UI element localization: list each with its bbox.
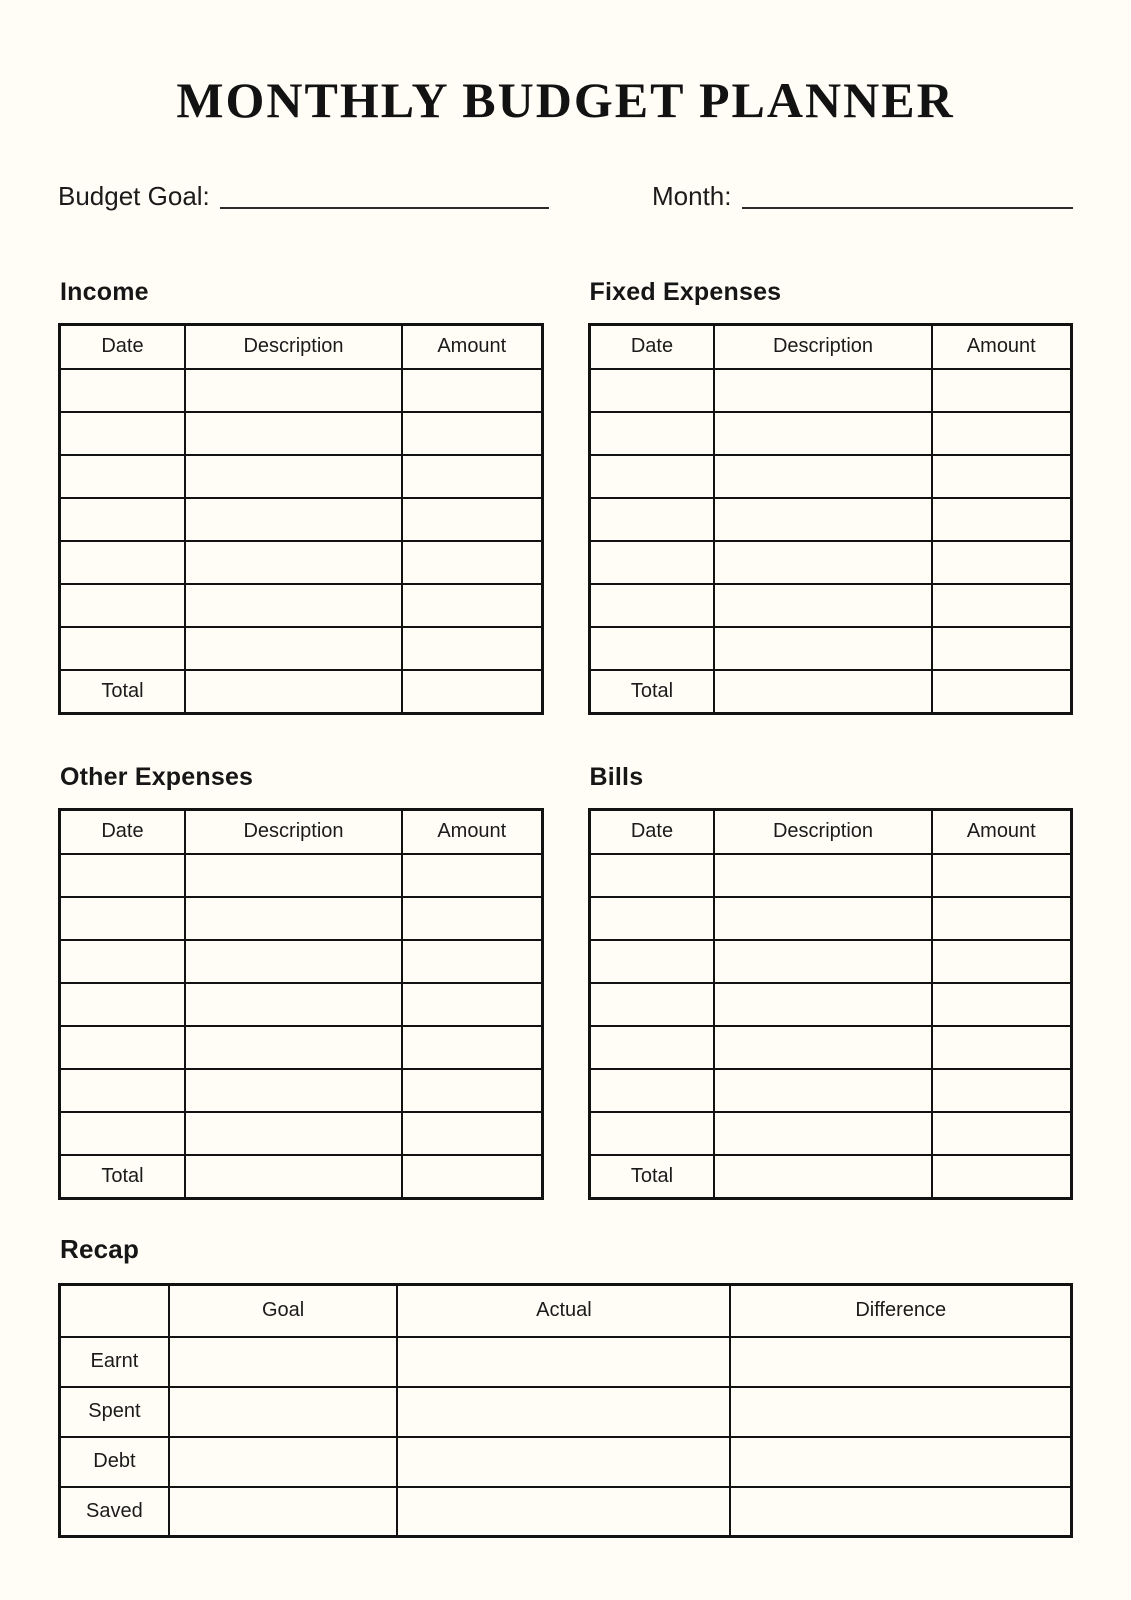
total-amount-cell xyxy=(402,670,542,714)
date-cell xyxy=(589,1112,714,1155)
amount-cell xyxy=(932,1069,1072,1112)
table-row xyxy=(60,1069,543,1112)
total-row xyxy=(60,670,543,714)
date-column-header: Date xyxy=(60,810,185,854)
month-field xyxy=(652,180,1073,213)
table-header-row xyxy=(589,325,1072,369)
amount-cell xyxy=(402,541,542,584)
date-cell xyxy=(589,940,714,983)
table-row xyxy=(589,940,1072,983)
description-column-header: Description xyxy=(185,810,402,854)
table-row xyxy=(589,854,1072,897)
amount-cell xyxy=(402,1026,542,1069)
total-description-cell xyxy=(185,670,402,714)
description-cell xyxy=(714,455,931,498)
amount-cell xyxy=(932,940,1072,983)
description-cell xyxy=(714,541,931,584)
amount-cell xyxy=(402,627,542,670)
table-row xyxy=(60,1026,543,1069)
amount-cell xyxy=(932,584,1072,627)
table-header-row xyxy=(60,810,543,854)
description-column-header: Description xyxy=(714,810,931,854)
recap-header-row xyxy=(60,1285,1072,1337)
description-cell xyxy=(185,1112,402,1155)
amount-cell xyxy=(932,369,1072,412)
date-cell xyxy=(589,541,714,584)
date-cell xyxy=(589,854,714,897)
table-row xyxy=(60,897,543,940)
date-cell xyxy=(60,455,185,498)
date-cell xyxy=(60,498,185,541)
recap-row xyxy=(60,1337,1072,1387)
description-cell xyxy=(714,369,931,412)
date-cell xyxy=(60,627,185,670)
recap-row xyxy=(60,1437,1072,1487)
income-heading: Income xyxy=(60,278,149,306)
tables-grid xyxy=(58,278,1073,1200)
table-row xyxy=(60,455,543,498)
amount-cell xyxy=(932,983,1072,1026)
total-label: Total xyxy=(60,670,185,714)
table-row xyxy=(60,498,543,541)
amount-cell xyxy=(932,1112,1072,1155)
description-cell xyxy=(185,498,402,541)
bills-section xyxy=(588,763,1074,1200)
amount-cell xyxy=(402,455,542,498)
date-cell xyxy=(60,1026,185,1069)
date-cell xyxy=(589,1069,714,1112)
total-row xyxy=(589,1155,1072,1199)
actual-cell xyxy=(397,1337,730,1387)
amount-cell xyxy=(932,455,1072,498)
recap-row xyxy=(60,1487,1072,1537)
date-cell xyxy=(60,541,185,584)
amount-cell xyxy=(402,897,542,940)
description-cell xyxy=(185,1069,402,1112)
table-row xyxy=(589,1026,1072,1069)
description-cell xyxy=(714,1026,931,1069)
table-row xyxy=(60,940,543,983)
description-cell xyxy=(185,1026,402,1069)
description-cell xyxy=(185,541,402,584)
recap-heading: Recap xyxy=(60,1234,140,1264)
total-label: Total xyxy=(589,1155,714,1199)
date-cell xyxy=(60,1112,185,1155)
recap-empty-header xyxy=(60,1285,169,1337)
amount-column-header: Amount xyxy=(402,325,542,369)
amount-column-header: Amount xyxy=(932,325,1072,369)
description-cell xyxy=(185,455,402,498)
goal-column-header: Goal xyxy=(169,1285,398,1337)
bills-table xyxy=(588,808,1074,1200)
table-row xyxy=(60,584,543,627)
table-row xyxy=(60,983,543,1026)
difference-column-header: Difference xyxy=(730,1285,1071,1337)
table-row xyxy=(60,627,543,670)
amount-cell xyxy=(402,498,542,541)
amount-column-header: Amount xyxy=(932,810,1072,854)
actual-column-header: Actual xyxy=(397,1285,730,1337)
total-label: Total xyxy=(60,1155,185,1199)
fixed-expenses-heading: Fixed Expenses xyxy=(589,278,782,306)
description-cell xyxy=(714,584,931,627)
description-cell xyxy=(714,412,931,455)
spent-row-label: Spent xyxy=(60,1387,169,1437)
total-description-cell xyxy=(714,670,931,714)
table-row xyxy=(589,541,1072,584)
actual-cell xyxy=(397,1487,730,1537)
date-cell xyxy=(589,627,714,670)
table-row xyxy=(589,1069,1072,1112)
total-amount-cell xyxy=(932,670,1072,714)
goal-cell xyxy=(169,1487,398,1537)
income-section xyxy=(58,278,544,715)
date-cell xyxy=(589,584,714,627)
recap-table xyxy=(58,1283,1073,1538)
difference-cell xyxy=(730,1337,1071,1387)
recap-section xyxy=(58,1234,1073,1538)
table-row xyxy=(589,897,1072,940)
amount-column-header: Amount xyxy=(402,810,542,854)
table-row xyxy=(589,369,1072,412)
description-column-header: Description xyxy=(185,325,402,369)
description-cell xyxy=(185,584,402,627)
description-cell xyxy=(185,412,402,455)
actual-cell xyxy=(397,1437,730,1487)
description-cell xyxy=(714,897,931,940)
date-cell xyxy=(60,369,185,412)
table-row xyxy=(60,412,543,455)
header-fields xyxy=(58,180,1073,213)
total-amount-cell xyxy=(402,1155,542,1199)
description-column-header: Description xyxy=(714,325,931,369)
amount-cell xyxy=(932,854,1072,897)
date-cell xyxy=(589,412,714,455)
amount-cell xyxy=(402,983,542,1026)
difference-cell xyxy=(730,1487,1071,1537)
table-row xyxy=(589,983,1072,1026)
goal-cell xyxy=(169,1337,398,1387)
date-cell xyxy=(60,940,185,983)
table-row xyxy=(60,854,543,897)
date-cell xyxy=(589,897,714,940)
total-row xyxy=(60,1155,543,1199)
description-cell xyxy=(185,369,402,412)
date-cell xyxy=(60,584,185,627)
goal-cell xyxy=(169,1387,398,1437)
date-cell xyxy=(589,369,714,412)
amount-cell xyxy=(402,1112,542,1155)
difference-cell xyxy=(730,1437,1071,1487)
amount-cell xyxy=(932,498,1072,541)
amount-cell xyxy=(932,627,1072,670)
date-cell xyxy=(60,854,185,897)
budget-goal-input-line xyxy=(220,207,549,209)
other-expenses-table xyxy=(58,808,544,1200)
table-row xyxy=(60,541,543,584)
date-cell xyxy=(60,983,185,1026)
amount-cell xyxy=(932,897,1072,940)
description-cell xyxy=(185,940,402,983)
table-row xyxy=(589,412,1072,455)
description-cell xyxy=(714,1112,931,1155)
date-cell xyxy=(589,498,714,541)
actual-cell xyxy=(397,1387,730,1437)
budget-goal-label: Budget Goal: xyxy=(58,180,210,211)
goal-cell xyxy=(169,1437,398,1487)
description-cell xyxy=(714,1069,931,1112)
budget-goal-field xyxy=(58,180,549,213)
total-description-cell xyxy=(185,1155,402,1199)
difference-cell xyxy=(730,1387,1071,1437)
date-cell xyxy=(589,455,714,498)
bills-heading: Bills xyxy=(589,763,644,791)
description-cell xyxy=(714,854,931,897)
amount-cell xyxy=(402,369,542,412)
earnt-row-label: Earnt xyxy=(60,1337,169,1387)
description-cell xyxy=(185,854,402,897)
description-cell xyxy=(714,983,931,1026)
other-expenses-heading: Other Expenses xyxy=(60,763,254,791)
amount-cell xyxy=(402,1069,542,1112)
other-expenses-section xyxy=(58,763,544,1200)
description-cell xyxy=(185,983,402,1026)
saved-row-label: Saved xyxy=(60,1487,169,1537)
date-column-header: Date xyxy=(589,325,714,369)
page-title: MONTHLY BUDGET PLANNER xyxy=(176,72,955,128)
amount-cell xyxy=(402,940,542,983)
total-amount-cell xyxy=(932,1155,1072,1199)
table-header-row xyxy=(589,810,1072,854)
description-cell xyxy=(185,897,402,940)
date-column-header: Date xyxy=(60,325,185,369)
date-cell xyxy=(60,1069,185,1112)
total-label: Total xyxy=(589,670,714,714)
description-cell xyxy=(714,940,931,983)
amount-cell xyxy=(932,541,1072,584)
total-row xyxy=(589,670,1072,714)
table-header-row xyxy=(60,325,543,369)
total-description-cell xyxy=(714,1155,931,1199)
fixed-expenses-section xyxy=(588,278,1074,715)
amount-cell xyxy=(402,412,542,455)
table-row xyxy=(589,498,1072,541)
table-row xyxy=(589,1112,1072,1155)
date-cell xyxy=(589,983,714,1026)
table-row xyxy=(60,369,543,412)
description-cell xyxy=(185,627,402,670)
amount-cell xyxy=(402,584,542,627)
date-column-header: Date xyxy=(589,810,714,854)
table-row xyxy=(589,455,1072,498)
amount-cell xyxy=(402,854,542,897)
fixed-expenses-table xyxy=(588,323,1074,715)
description-cell xyxy=(714,627,931,670)
date-cell xyxy=(589,1026,714,1069)
date-cell xyxy=(60,412,185,455)
table-row xyxy=(60,1112,543,1155)
month-input-line xyxy=(742,207,1074,209)
table-row xyxy=(589,627,1072,670)
amount-cell xyxy=(932,412,1072,455)
table-row xyxy=(589,584,1072,627)
month-label: Month: xyxy=(652,180,732,211)
debt-row-label: Debt xyxy=(60,1437,169,1487)
income-table xyxy=(58,323,544,715)
recap-row xyxy=(60,1387,1072,1437)
amount-cell xyxy=(932,1026,1072,1069)
description-cell xyxy=(714,498,931,541)
date-cell xyxy=(60,897,185,940)
